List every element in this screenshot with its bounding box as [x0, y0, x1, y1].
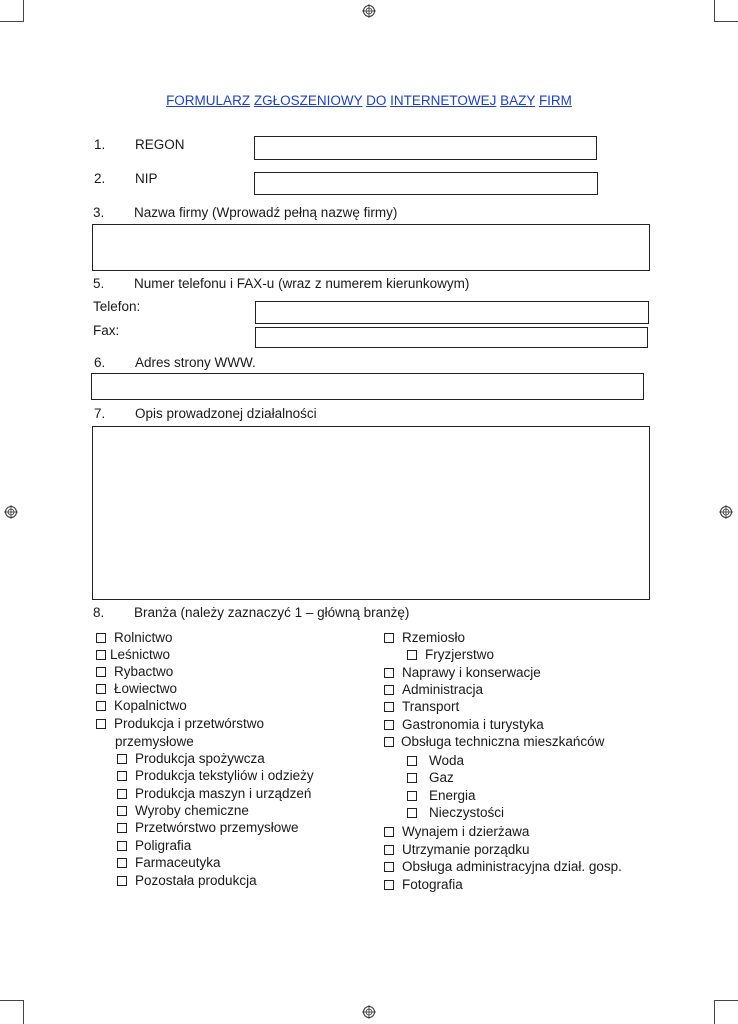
branza-label: Branża (należy zaznaczyć 1 – główną branżę) — [134, 605, 410, 620]
option-label: Rybactwo — [114, 664, 174, 679]
checkbox[interactable] — [117, 754, 127, 764]
registration-mark-right-icon — [719, 505, 733, 519]
registration-mark-left-icon — [4, 505, 18, 519]
option-label: Naprawy i konserwacje — [402, 665, 541, 680]
company-name-field[interactable] — [92, 224, 650, 271]
checkbox[interactable] — [407, 756, 417, 766]
sub-option-produkcja-spozywcza[interactable] — [117, 751, 265, 767]
checkbox[interactable] — [384, 880, 394, 890]
fax-field[interactable] — [255, 327, 648, 348]
option-naprawy[interactable] — [384, 665, 541, 681]
checkbox[interactable] — [384, 737, 394, 747]
option-label: Produkcja spożywcza — [135, 751, 265, 766]
option-label: Administracja — [402, 682, 484, 697]
checkbox[interactable] — [96, 701, 106, 711]
option-label: Transport — [402, 699, 460, 714]
sub-option-woda[interactable] — [407, 753, 464, 769]
sub-option-wyroby-chemiczne[interactable] — [117, 803, 249, 819]
title-word: FORMULARZ — [166, 93, 251, 108]
option-rybactwo[interactable] — [96, 664, 173, 680]
title-word: FIRM — [538, 93, 572, 108]
checkbox[interactable] — [96, 719, 106, 729]
crop-mark-top-right-v — [714, 0, 715, 22]
telefon-fax-number: 5. — [93, 276, 105, 291]
checkbox[interactable] — [117, 823, 127, 833]
registration-mark-bottom-icon — [362, 1005, 376, 1019]
option-administracja[interactable] — [384, 682, 483, 698]
sub-option-fryzjerstwo[interactable] — [407, 647, 494, 663]
option-transport[interactable] — [384, 699, 459, 715]
option-gastronomia[interactable] — [384, 717, 544, 733]
sub-option-przetworstwo-przemyslowe[interactable] — [117, 820, 299, 836]
option-label: Gaz — [429, 770, 454, 785]
option-label: Fotografia — [402, 877, 463, 892]
sub-option-produkcja-maszyn[interactable] — [117, 786, 311, 802]
checkbox[interactable] — [117, 858, 127, 868]
www-field[interactable] — [91, 373, 644, 400]
option-rzemioslo[interactable] — [384, 630, 465, 646]
title-word: INTERNETOWEJ — [390, 93, 497, 108]
option-label: Obsługa administracyjna dział. gosp. — [402, 859, 622, 874]
sub-option-energia[interactable] — [407, 788, 476, 804]
option-obsluga-techniczna[interactable] — [384, 734, 604, 750]
option-rolnictwo[interactable] — [96, 630, 173, 646]
option-label: Wyroby chemiczne — [135, 803, 249, 818]
option-label: Produkcja tekstyliów i odzieży — [135, 768, 314, 783]
checkbox[interactable] — [117, 771, 127, 781]
checkbox[interactable] — [384, 845, 394, 855]
option-label: Woda — [429, 753, 465, 768]
option-label: Poligrafia — [135, 838, 192, 853]
option-label: Produkcja maszyn i urządzeń — [135, 786, 312, 801]
option-wynajem[interactable] — [384, 824, 529, 840]
checkbox[interactable] — [96, 650, 106, 660]
checkbox[interactable] — [407, 808, 417, 818]
option-label: Leśnictwo — [110, 647, 171, 662]
option-kopalnictwo[interactable] — [96, 698, 187, 714]
sub-option-pozostala-produkcja[interactable] — [117, 873, 257, 889]
option-utrzymanie[interactable] — [384, 842, 530, 858]
checkbox[interactable] — [407, 650, 417, 660]
option-produkcja-przetworstwo[interactable] — [96, 716, 264, 732]
checkbox[interactable] — [384, 685, 394, 695]
option-label: Farmaceutyka — [135, 855, 221, 870]
checkbox[interactable] — [117, 806, 127, 816]
option-continuation: przemysłowe — [115, 734, 194, 749]
option-label: Rzemiosło — [402, 630, 466, 645]
crop-mark-top-left — [0, 21, 23, 22]
crop-mark-bottom-left — [0, 1000, 23, 1001]
regon-number: 1. — [94, 137, 106, 152]
option-label: Gastronomia i turystyka — [402, 717, 544, 732]
option-fotografia[interactable] — [384, 877, 463, 893]
sub-option-poligrafia[interactable] — [117, 838, 191, 854]
option-label: Energia — [429, 788, 476, 803]
option-lowiectwo[interactable] — [96, 681, 177, 697]
title-word: ZGŁOSZENIOWY — [253, 93, 363, 108]
checkbox[interactable] — [407, 791, 417, 801]
option-label: Utrzymanie porządku — [402, 842, 530, 857]
checkbox[interactable] — [96, 633, 106, 643]
option-label: Rolnictwo — [114, 630, 173, 645]
opis-number: 7. — [94, 406, 106, 421]
activity-description-field[interactable] — [92, 426, 650, 600]
checkbox[interactable] — [407, 773, 417, 783]
checkbox[interactable] — [384, 862, 394, 872]
crop-mark-bottom-right — [714, 1000, 738, 1001]
checkbox[interactable] — [117, 876, 127, 886]
branza-number: 8. — [93, 605, 105, 620]
option-label: Łowiectwo — [114, 681, 178, 696]
option-obsluga-administracyjna[interactable] — [384, 859, 622, 875]
option-label: Wynajem i dzierżawa — [402, 824, 530, 839]
www-number: 6. — [94, 355, 106, 370]
option-label: Kopalnictwo — [114, 698, 187, 713]
option-label: Pozostała produkcja — [135, 873, 257, 888]
checkbox[interactable] — [384, 633, 394, 643]
title-word: DO — [366, 93, 387, 108]
telefon-field[interactable] — [255, 301, 649, 324]
sub-option-produkcja-tekstyliow[interactable] — [117, 768, 314, 784]
nip-field[interactable] — [254, 172, 598, 195]
nip-number: 2. — [94, 171, 106, 186]
registration-mark-top-icon — [362, 4, 376, 18]
option-label: Nieczystości — [429, 805, 505, 820]
checkbox[interactable] — [96, 667, 106, 677]
nazwa-label: Nazwa firmy (Wprowadź pełną nazwę firmy) — [134, 205, 398, 220]
form-title — [0, 93, 738, 108]
sub-option-farmaceutyka[interactable] — [117, 855, 221, 871]
checkbox[interactable] — [384, 720, 394, 730]
option-label: Obsługa techniczna mieszkańców — [401, 734, 605, 749]
option-lesnictwo[interactable] — [96, 647, 170, 663]
checkbox[interactable] — [117, 789, 127, 799]
regon-field[interactable] — [254, 136, 597, 160]
checkbox[interactable] — [117, 841, 127, 851]
checkbox[interactable] — [96, 684, 106, 694]
regon-label: REGON — [135, 137, 185, 152]
sub-option-gaz[interactable] — [407, 770, 454, 786]
nip-label: NIP — [135, 171, 158, 186]
opis-label: Opis prowadzonej działalności — [135, 406, 317, 421]
checkbox[interactable] — [384, 668, 394, 678]
telefon-fax-label: Numer telefonu i FAX-u (wraz z numerem kierunkowym) — [134, 276, 470, 291]
www-label: Adres strony WWW. — [135, 355, 256, 370]
sub-option-nieczystosci[interactable] — [407, 805, 504, 821]
crop-mark-top-left-v — [23, 0, 24, 22]
nazwa-number: 3. — [93, 205, 105, 220]
fax-label: Fax: — [93, 323, 120, 338]
checkbox[interactable] — [384, 702, 394, 712]
crop-mark-bottom-right-v — [714, 1000, 715, 1024]
crop-mark-bottom-left-v — [23, 1000, 24, 1024]
option-label: Przetwórstwo przemysłowe — [135, 820, 299, 835]
checkbox[interactable] — [384, 827, 394, 837]
crop-mark-top-right — [714, 21, 738, 22]
telefon-label: Telefon: — [93, 299, 141, 314]
title-word: BAZY — [500, 93, 536, 108]
option-label: Fryzjerstwo — [425, 647, 495, 662]
option-label: Produkcja i przetwórstwo — [114, 716, 265, 731]
